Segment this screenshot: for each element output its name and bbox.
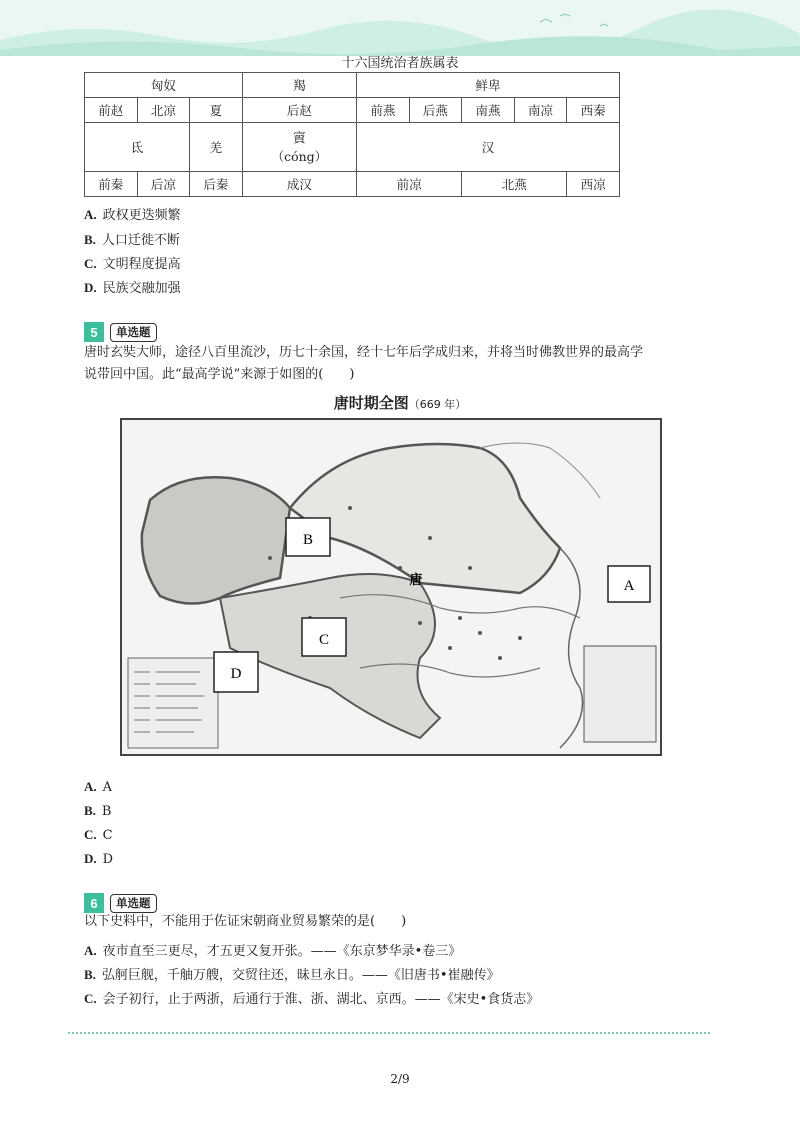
q6-option-c[interactable]: [84, 990, 539, 1009]
question-type-badge: 单选题: [110, 323, 157, 342]
q4-option-a[interactable]: [84, 206, 181, 225]
q5-header: [84, 322, 157, 342]
option-text: A: [102, 780, 113, 795]
q6-option-a[interactable]: [84, 942, 461, 961]
q4-option-b[interactable]: [84, 231, 180, 250]
option-letter: D.: [84, 851, 97, 866]
option-letter: B.: [84, 967, 96, 982]
page-number: 2/9: [390, 1072, 410, 1086]
q5-stem: [84, 342, 704, 386]
table-cell: 夏: [190, 98, 243, 123]
option-letter: C.: [84, 256, 97, 271]
table-cell: 鲜卑: [357, 73, 620, 98]
table-row: [85, 172, 620, 197]
question-number: 5: [84, 322, 104, 342]
option-letter: A.: [84, 943, 97, 958]
table-cell: 后赵: [242, 98, 356, 123]
table-cell: 后秦: [190, 172, 243, 197]
table-cell: 西秦: [567, 98, 620, 123]
option-letter: B.: [84, 232, 96, 247]
option-text: 夜市直至三更尽，才五更又复开张。——《东京梦华录•卷三》: [102, 944, 462, 959]
table-row: [85, 98, 620, 123]
option-letter: A.: [84, 207, 97, 222]
option-text: 会子初行，止于两浙，后通行于淮、浙、湖北、京西。——《宋史•食货志》: [102, 992, 540, 1007]
option-text: D: [102, 852, 114, 867]
table-cell: 前秦: [85, 172, 138, 197]
option-text: 弘舸巨舰，千舳万艘，交贸往还，昧旦永日。——《旧唐书•崔融传》: [101, 968, 500, 983]
map-year: （669 年）: [408, 398, 467, 411]
option-text: 文明程度提高: [102, 257, 181, 272]
map-label-a: A: [623, 578, 635, 594]
option-letter: B.: [84, 803, 96, 818]
table-caption: 十六国统治者族属表: [341, 56, 459, 71]
map-label-b: B: [302, 532, 314, 548]
header-banner: [0, 0, 800, 60]
option-text: B: [101, 804, 112, 819]
map-label-d: D: [230, 666, 242, 682]
option-text: 人口迁徙不断: [101, 233, 180, 248]
q5-option-c[interactable]: [84, 826, 113, 845]
option-text: C: [102, 828, 113, 843]
q6-header: [84, 893, 157, 913]
map-title-text: 唐时期全图: [333, 394, 409, 412]
table-cell: 匈奴: [85, 73, 243, 98]
table-row: [85, 123, 620, 172]
question-number: 6: [84, 893, 104, 913]
table-cell-pinyin: （cóng）: [271, 149, 328, 164]
q4-option-c[interactable]: [84, 255, 181, 274]
q5-option-d[interactable]: [84, 850, 113, 869]
option-letter: D.: [84, 280, 97, 295]
table-cell: 北燕: [462, 172, 567, 197]
table-cell: 西凉: [567, 172, 620, 197]
table-cell: [242, 123, 356, 172]
map-label-tang: 唐: [409, 573, 423, 588]
table-cell: 南凉: [514, 98, 567, 123]
table-cell: 氐: [85, 123, 190, 172]
table-cell-char: 賨: [293, 130, 306, 145]
q6-stem: 以下史料中，不能用于佐证宋朝商业贸易繁荣的是( ): [84, 914, 407, 929]
q4-option-d[interactable]: [84, 279, 181, 298]
tribe-table: [84, 72, 620, 197]
stem-line: 说带回中国。此“最高学说”来源于如图的( ): [84, 367, 355, 382]
q5-option-a[interactable]: [84, 778, 112, 797]
map-label-c: C: [318, 632, 330, 648]
question-type-badge: 单选题: [110, 894, 157, 913]
q5-option-b[interactable]: [84, 802, 111, 821]
table-cell: 前燕: [357, 98, 410, 123]
table-cell: 汉: [357, 123, 620, 172]
table-cell: 前凉: [357, 172, 462, 197]
table-cell: 前赵: [85, 98, 138, 123]
stem-line: 唐时玄奘大师，途径八百里流沙，历七十余国，经十七年后学成归来，并将当时佛教世界的最高学: [84, 345, 644, 360]
table-cell: 成汉: [242, 172, 356, 197]
q6-option-b[interactable]: [84, 966, 500, 985]
dotted-divider: [68, 1032, 710, 1034]
table-cell: 羯: [242, 73, 356, 98]
option-letter: A.: [84, 779, 97, 794]
table-cell: 南燕: [462, 98, 515, 123]
table-cell: 后凉: [137, 172, 190, 197]
table-row: [85, 73, 620, 98]
option-text: 政权更迭频繁: [102, 208, 181, 223]
map-title: [0, 392, 800, 413]
option-letter: C.: [84, 991, 97, 1006]
table-cell: 后燕: [409, 98, 462, 123]
option-text: 民族交融加强: [102, 281, 181, 296]
tang-map: [120, 418, 662, 756]
table-cell: 北凉: [137, 98, 190, 123]
option-letter: C.: [84, 827, 97, 842]
table-cell: 羌: [190, 123, 243, 172]
